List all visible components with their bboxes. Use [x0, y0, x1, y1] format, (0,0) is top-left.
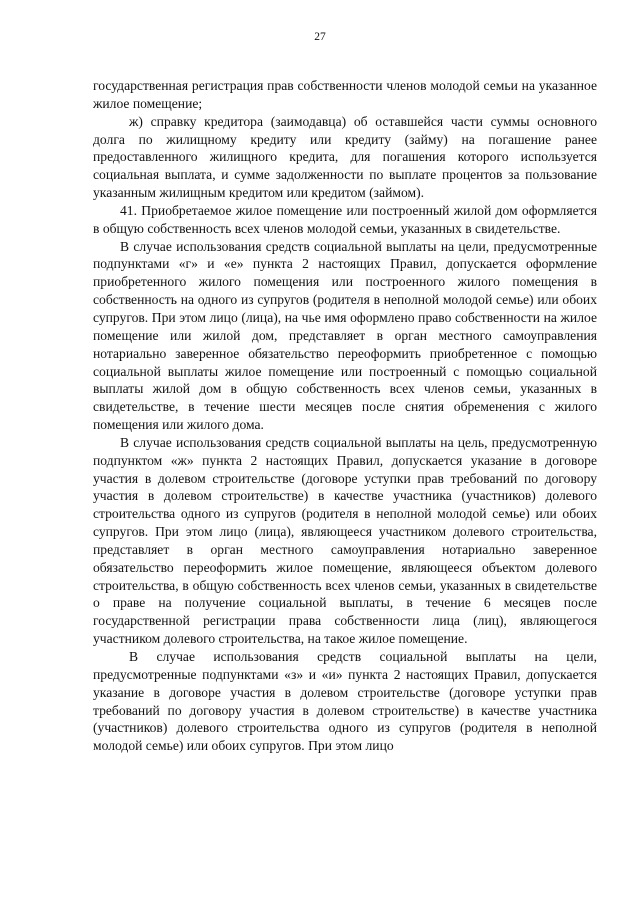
- paragraph-continuation: государственная регистрация прав собственности членов молодой семьи на указанное жилое помещение;: [93, 78, 597, 111]
- paragraph-subclause-zh: В случае использования средств социальной выплаты на цель, предусмотренную подпунктом «ж» пункта 2 настоящих Правил, допускается указание в договоре участия в долевом строительстве (договоре уступки прав требований по договору участия в долевом строительстве) в качестве участника (участников) долевого строительства одного из супругов (родителя в неполной молодой семье) или обоих супругов. При этом лицо (лица), являющееся участником долевого строительства, представляет в орган местного самоуправления нотариально заверенное обязательство переоформить жилое помещение, являющееся объектом долевого строительства, в общую собственность всех членов семьи, указанных в свидетельстве о праве на получение социальной выплаты, в течение 6 месяцев после государственной регистрации права собственности лица (лиц), являющегося участником долевого строительства, на такое жилое помещение.: [93, 434, 597, 647]
- paragraph-clause-41: 41. Приобретаемое жилое помещение или построенный жилой дом оформляется в общую собственность всех членов молодой семьи, указанных в свидетельстве.: [93, 202, 597, 236]
- paragraph-subclauses-g-e: В случае использования средств социальной выплаты на цели, предусмотренные подпунктами «г» и «е» пункта 2 настоящих Правил, допускается оформление приобретенного жилого помещения или построенного жилого помещения в собственность на одного из супругов (родителя в неполной молодой семье) или обоих супругов. При этом лицо (лица), на чье имя оформлено право собственности на жилое помещение или жилой дом, представляет в орган местного самоуправления нотариально заверенное обязательство переоформить приобретенное с помощью социальной выплаты жилое помещение или построенный с помощью социальной выплаты жилой дом в общую собственность всех членов семьи, указанных в свидетельстве, в течение шести месяцев после снятия обременения с жилого помещения или жилого дома.: [93, 238, 597, 433]
- page-number: 27: [314, 31, 326, 43]
- document-body: [93, 77, 597, 755]
- paragraph-item-zh: ж) справку кредитора (заимодавца) об оставшейся части суммы основного долга по жилищному кредиту или кредиту (займу) на погашение ранее предоставленного жилищного кредита, для погашения которого используется социальная выплата, и сумме задолженности по выплате процентов за пользование указанным жилищным кредитом или кредитом (займом).: [93, 113, 597, 201]
- paragraph-subclauses-z-i: В случае использования средств социальной выплаты на цели, предусмотренные подпунктами «з» и «и» пункта 2 настоящих Правил, допускается указание в договоре участия в долевом строительстве (договоре уступки прав требований по договору участия в долевом строительстве) в качестве участника (участников) долевого строительства одного из супругов (родителя в неполной молодой семье) или обоих супругов. При этом лицо: [93, 649, 597, 754]
